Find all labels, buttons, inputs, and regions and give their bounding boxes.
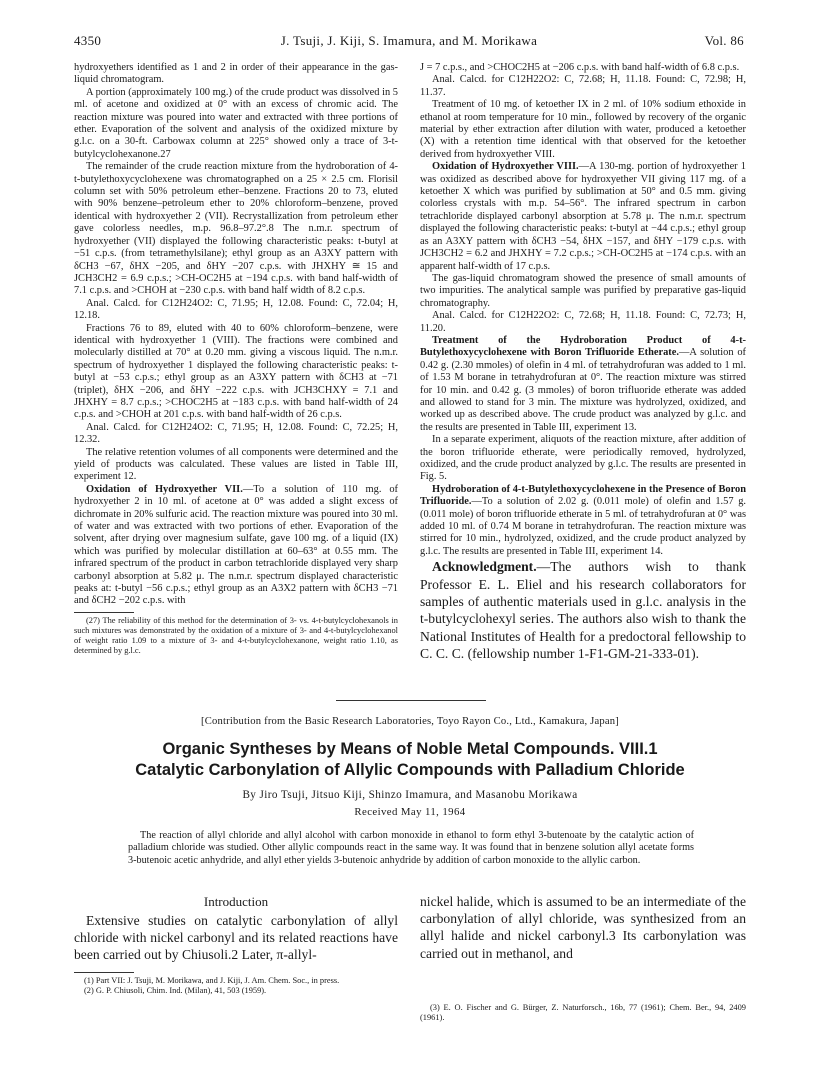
footnote-rule <box>74 972 134 973</box>
received-date: Received May 11, 1964 <box>354 806 466 818</box>
section-text: —To a solution of 110 mg. of hydroxyether 2 in 10 ml. of acetone at 0° was added a slight excess of dichromate in 20% sulfuric acid. The reaction mixture was poured into 30 ml. of water and was extracted with two portions of ether. Evaporation of the solvent, after drying over magnesium sulfate, gave 100 mg. of a liquid (IX) which was purified by molecular distillation at 60–63° at 0.55 mm. The infrared spectrum of the product in carbon tetrachloride displayed very sharp carbonyl absorption at 5.82 μ. The n.m.r. spectrum displayed characteristic peaks at: t-butyl −56 c.p.s.; ethyl group as an A3X2 pattern with δCH3 −71 and δCH2 −202 c.p.s. with <box>74 483 398 607</box>
article-title-line-1: Organic Syntheses by Means of Noble Metal Compounds. VIII.1 <box>162 740 658 758</box>
paragraph: The relative retention volumes of all components were determined and the yield of products was calculated. These values are listed in Table III, experiment 12. <box>74 446 398 483</box>
section-heading: Oxidation of Hydroxyether VIII. <box>432 161 579 173</box>
paragraph: Fractions 76 to 89, eluted with 40 to 60% chloroform–benzene, were identical with hydroxyether 1 (VIII). The fractions were combined and molecularly distilled at 70° at 0.20 mm. giving a viscous liquid. The n.m.r. spectrum of hydroxyether 1 displayed the following characteristic peaks: t-butyl at −53 c.p.s.; ethyl group as an A3XY pattern with δCH3 at −71 (triplet), δHX −206, and δHY −222 c.p.s. with JCH3CHXY = 7.1 and JHXHY = 8.7 c.p.s.; >CHOC2H5 at −183 c.p.s. with band half-width of 24 c.p.s. and >CHOH at 201 c.p.s. with band half-width of 26 c.p.s. <box>74 322 398 421</box>
section-heading: Treatment of the Hydroboration Product of 4-t-Butylethoxycyclohexene with Boron Trifluoride Etherate. <box>420 334 746 359</box>
running-head-authors: J. Tsuji, J. Kiji, S. Imamura, and M. Morikawa <box>280 33 538 48</box>
footnote-27: (27) The reliability of this method for the determination of 3- vs. 4-t-butylcyclohexanols in such mixtures was demonstrated by the oxidation of a mixture of 3- and 4-t-butylcyclohexanol of weight ratio 1.09 to a mixture of 3- and 4-t-butylcyclohexanone, weight ratio 1.10, as determined by g.l.c. <box>74 615 398 655</box>
page-number: 4350 <box>74 33 102 48</box>
introduction-right: nickel halide, which is assumed to be an intermediate of the carbonylation of allyl chloride, was synthesized from an allyl halide and nickel carbonyl.3 Its carbonylation was carried out in methanol, and <box>420 894 746 961</box>
footnote-1: (1) Part VII: J. Tsuji, M. Morikawa, and J. Kiji, J. Am. Chem. Soc., in press. <box>84 976 340 985</box>
paragraph: hydroxyethers identified as 1 and 2 in order of their appearance in the gas-liquid chromatogram. <box>74 62 398 86</box>
footnote-rule <box>74 612 134 613</box>
byline: By Jiro Tsuji, Jitsuo Kiji, Shinzo Imamura, and Masanobu Morikawa <box>242 789 578 801</box>
left-column <box>74 62 398 656</box>
paragraph: The gas-liquid chromatogram showed the presence of small amounts of two impurities. The analytical sample was purified by preparative gas-liquid chromatography. <box>420 272 746 309</box>
section-text: —To a solution of 2.02 g. (0.011 mole) of olefin and 1.57 g. (0.011 mole) of boron trifluoride etherate in 5 ml. of tetrahydrofuran at 0° was added 10 ml. of 0.74 M borane in tetrahydrofuran. The reaction mixture was stirred for 10 min., hydrolyzed, oxidized, and the crude product analyzed by g.l.c. The results are presented in Table III, experiment 14. <box>420 496 746 557</box>
footnotes-right <box>420 1003 746 1023</box>
section-text: —A 130-mg. portion of hydroxyether 1 was oxidized as described above for hydroxyether VII giving 117 mg. of a ketoether X which was purified by sublimation at 50° and 0.5 mm. giving colorless crystals with m.p. 54–56°. The infrared spectrum in carbon tetrachloride displayed carbonyl absorption at 5.78 μ. The n.m.r. spectrum displayed the following characteristic peaks: t-butyl at −44 c.p.s.; ethyl group as an A3XY pattern with δCH3 −54, δHX −157, and δHY −179 c.p.s. with JCH3CH2 = 6.2 and JHXHY = 7.2 c.p.s.; >CH-OC2H5 at −174 c.p.s. with an apparent half-width of 17 c.p.s. <box>420 161 747 272</box>
acknowledgment-heading: Acknowledgment. <box>432 559 537 575</box>
analysis-paragraph: Anal. Calcd. for C12H22O2: C, 72.68; H, 11.18. Found: C, 72.98; H, 11.37. <box>420 74 746 98</box>
section-heading: Hydroboration of 4-t-Butylethoxycyclohexene in the Presence of Boron Trifluoride. <box>420 483 746 508</box>
paragraph: A portion (approximately 100 mg.) of the crude product was dissolved in 5 ml. of acetone and oxidized at 0° with an excess of chromic acid. The reaction mixture was poured into water and extracted with three portions of ether. Evaporation of the solvent and analysis of the oxidized mixture by g.l.c. on a 30-ft. Carbowax column at 225° showed only a trace of 3-t-butylcyclohexanone.27 <box>74 86 398 160</box>
analysis-paragraph: Anal. Calcd. for C12H24O2: C, 71.95; H, 12.08. Found: C, 72.25; H, 12.32. <box>74 421 398 446</box>
oxidation-viii-paragraph <box>420 161 746 273</box>
article-title-line-2: Catalytic Carbonylation of Allylic Compounds with Palladium Chloride <box>135 761 685 779</box>
introduction-heading: Introduction <box>203 894 269 909</box>
paragraph: In a separate experiment, aliquots of the reaction mixture, after addition of the boron trifluoride etherate, were periodically removed, hydrolyzed, oxidized, and the crude product analyzed by g.l.c. The results are presented in Fig. 5. <box>420 434 746 483</box>
paragraph: J = 7 c.p.s., and >CHOC2H5 at −206 c.p.s. with band half-width of 6.8 c.p.s. <box>420 62 740 73</box>
paragraph: Treatment of 10 mg. of ketoether IX in 2 ml. of 10% sodium ethoxide in ethanol at room temperature for 10 min., followed by recovery of the organic material by ether extraction after dilution with water, produced a ketoether (X) with a retention time identical with that observed for the ketoether derived from hydroxyether VIII. <box>420 99 746 160</box>
abstract: The reaction of allyl chloride and allyl alcohol with carbon monoxide in ethanol to form ethyl 3-butenoate by the catalytic action of palladium chloride was studied. Other allylic compounds react in the same way. It was found that in benzene solution allyl acetate forms 3-butenoic acetic anhydride, and allyl ether yields 3-butenoic anhydride by addition of carbon monoxide to the allylic carbon. <box>128 830 694 866</box>
section-text: —A solution of 0.42 g. (2.30 mmoles) of olefin in 4 ml. of tetrahydrofuran was added to 1 ml. of 1.53 M borane in tetrahydrofuran at 0°. The reaction mixture was stirred for 10 min. and 0.42 g. (3 mmoles) of boron trifluoride etherate was added and allowed to stand for 3 min. The mixture was hydrolyzed, oxidized, and worked up as described above. The crude product was analyzed by g.l.c. and the results are presented in Table III, experiment 13. <box>420 347 746 433</box>
footnote-3: (3) E. O. Fischer and G. Bürger, Z. Naturforsch., 16b, 77 (1961); Chem. Ber., 94, 2409 (1961). <box>420 1003 746 1023</box>
right-column <box>420 62 746 663</box>
footnotes-left <box>74 968 398 996</box>
acknowledgment <box>420 558 746 662</box>
volume-label: Vol. 86 <box>704 33 744 48</box>
analysis-paragraph: Anal. Calcd. for C12H22O2: C, 72.68; H, 11.18. Found: C, 72.73; H, 11.20. <box>420 310 746 334</box>
running-head <box>74 33 744 51</box>
presence-paragraph <box>420 484 746 558</box>
contribution-line: [Contribution from the Basic Research Laboratories, Toyo Rayon Co., Ltd., Kamakura, Japan] <box>200 716 620 727</box>
analysis-paragraph: Anal. Calcd. for C12H24O2: C, 71.95; H, 12.08. Found: C, 72.04; H, 12.18. <box>74 297 398 322</box>
paragraph: The remainder of the crude reaction mixture from the hydroboration of 4-t-butylethoxycyclohexene was chromatographed on a 25 × 2.5 cm. Florisil column set with 50% petroleum ether–benzene. Fractions 20 to 73, eluted with 90% benzene–petroleum ether to 20% chloroform–benzene, proved identical with hydroxyether 2 (VII). Recrystallization from petroleum ether gave colorless needles, m.p. 96.8–97.2°.8 The n.m.r. spectrum of hydroxyether (VII) displayed the following characteristic peaks: t-butyl at −51 c.p.s. (from tetramethylsilane); ethyl group as an A3XY pattern with δCH3 −67, δHX −205, and δHY −207 c.p.s. with JHXHY ≅ 15 and JCH3CH2 = 6.9 c.p.s.; >CH-OC2H5 at −194 c.p.s. with band half-width of 7.1 c.p.s. and >CHOH at −230 c.p.s. with band half width of 8.2 c.p.s. <box>74 161 398 297</box>
article-separator <box>336 700 486 701</box>
introduction-left: Extensive studies on catalytic carbonylation of allyl chloride with nickel carbonyl and its related reactions have been carried out by Chiusoli.2 Later, π-allyl- <box>74 913 398 963</box>
treatment-paragraph <box>420 335 746 434</box>
section-heading: Oxidation of Hydroxyether VII. <box>86 483 243 495</box>
oxidation-vii-paragraph <box>74 484 398 608</box>
footnote-2: (2) G. P. Chiusoli, Chim. Ind. (Milan), 41, 503 (1959). <box>84 986 267 996</box>
acknowledgment-text: —The authors wish to thank Professor E. L. Eliel and his research collaborators for samples of authentic materials used in g.l.c. analysis in the t-butylcyclohexyl series. The authors also wish to thank the National Institutes of Health for a predoctoral fellowship to C. C. C. (fellowship number 1-F1-GM-21-333-01). <box>420 559 746 662</box>
